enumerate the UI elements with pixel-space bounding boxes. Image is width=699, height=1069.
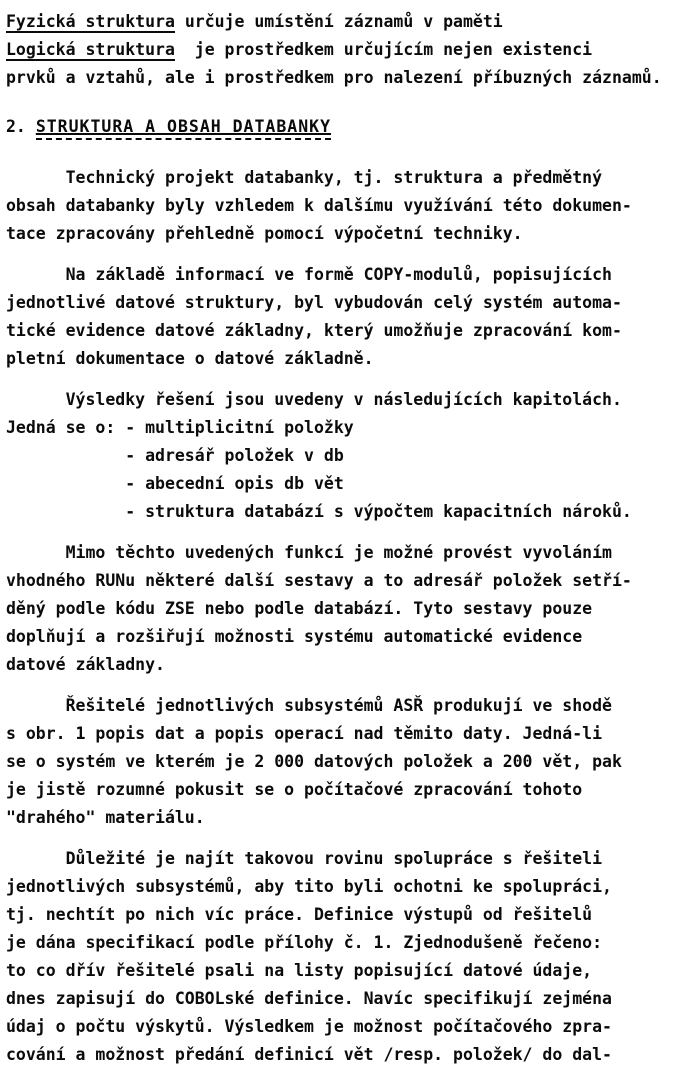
text-line: to co dřív řešitelé psali na listy popisující datové údaje,: [6, 961, 593, 980]
list-intro-and-item: Jedná se o: - multiplicitní položky: [6, 418, 354, 437]
section-heading: [6, 113, 699, 141]
text-line: vhodného RUNu některé další sestavy a to adresář položek setří-: [6, 571, 632, 590]
text-line: je jistě rozumné pokusit se o počítačové zpracování tohoto: [6, 780, 583, 799]
text-line: jednotlivé datové struktury, byl vybudován celý systém automa-: [6, 293, 622, 312]
text-line: "drahého" materiálu.: [6, 808, 205, 827]
text-line: děný podle kódu ZSE nebo podle databází. Tyto sestavy pouze: [6, 599, 593, 618]
paragraph-5: [6, 692, 699, 832]
text-line: Na základě informací ve formě COPY-modulů, popisujících: [6, 265, 612, 284]
text-line: pletní dokumentace o datové základně.: [6, 349, 374, 368]
list-item: - adresář položek v db: [6, 446, 344, 465]
text-line: Technický projekt databanky, tj. struktura a předmětný: [6, 168, 603, 187]
text-line: Výsledky řešení jsou uvedeny v následujících kapitolách.: [6, 390, 622, 409]
text-line: Důležité je najít takovou rovinu spolupráce s řešiteli: [6, 849, 603, 868]
text-line: doplňují a rozšiřují možnosti systému automatické evidence: [6, 627, 583, 646]
text-line: tace zpracovány přehledně pomocí výpočetní techniky.: [6, 224, 523, 243]
text-line: údaj o počtu výskytů. Výsledkem je možnost počítačového zpra-: [6, 1017, 612, 1036]
text-line: se o systém ve kterém je 2 000 datových položek a 200 vět, pak: [6, 752, 622, 771]
underlined-term-logicka-struktura: Logická struktura: [6, 40, 175, 59]
list-item: - abecední opis db vět: [6, 474, 344, 493]
intro-line-1-rest: určuje umístění záznamů v paměti: [174, 12, 503, 31]
text-line: Mimo těchto uvedených funkcí je možné provést vyvoláním: [6, 543, 612, 562]
intro-line-2: [6, 36, 699, 64]
section-title: STRUKTURA A OBSAH DATABANKY: [36, 117, 331, 140]
text-line: tické evidence datové základny, který umožňuje zpracování kom-: [6, 321, 622, 340]
intro-line-2-rest: je prostředkem určujícím nejen existenci: [174, 40, 593, 59]
text-line: obsah databanky byly vzhledem k dalšímu využívání této dokumen-: [6, 196, 632, 215]
text-line: tj. nechtít po nich víc práce. Definice výstupů od řešitelů: [6, 905, 593, 924]
paragraph-2: [6, 261, 699, 373]
paragraph-4: [6, 539, 699, 679]
intro-line-1: [6, 8, 699, 36]
intro-line-3: prvků a vztahů, ale i prostředkem pro nalezení příbuzných záznamů.: [6, 68, 662, 87]
paragraph-3-with-bullet-list: [6, 386, 699, 526]
paragraph-6: [6, 845, 699, 1069]
underlined-term-fyzicka-struktura: Fyzická struktura: [6, 12, 175, 31]
text-line: je dána specifikací podle přílohy č. 1. Zjednodušeně řečeno:: [6, 933, 603, 952]
text-line: datové základny.: [6, 655, 165, 674]
text-line: jednotlivých subsystémů, aby tito byli ochotni ke spolupráci,: [6, 877, 612, 896]
paragraph-1: [6, 164, 699, 248]
section-number: 2.: [6, 117, 36, 136]
text-line: dnes zapisují do COBOLské definice. Navíc specifikují zejména: [6, 989, 612, 1008]
text-line: cování a možnost předání definicí vět /resp. položek/ do dal-: [6, 1045, 612, 1064]
list-item: - struktura databází s výpočtem kapacitních nároků.: [6, 502, 632, 521]
text-line: s obr. 1 popis dat a popis operací nad těmito daty. Jedná-li: [6, 724, 603, 743]
text-line: Řešitelé jednotlivých subsystémů ASŘ produkují ve shodě: [6, 696, 612, 715]
